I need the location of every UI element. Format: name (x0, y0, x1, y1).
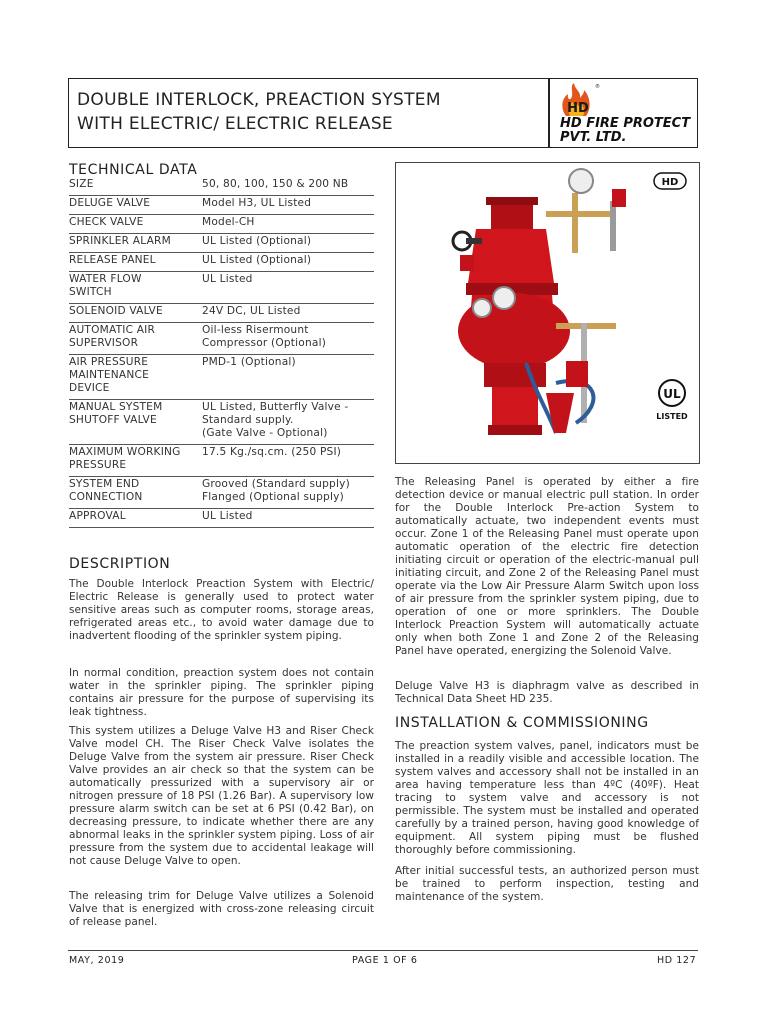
tech-row-value: UL Listed (202, 272, 374, 304)
description-heading: DESCRIPTION (69, 556, 171, 572)
tech-row-value: Oil-less Risermount Compressor (Optional) (202, 323, 374, 355)
tech-row-key: APPROVAL (69, 509, 202, 528)
tech-row-value: Grooved (Standard supply) Flanged (Optional supply) (202, 477, 374, 509)
tech-row (69, 253, 374, 272)
svg-text:UL: UL (663, 387, 681, 401)
description-paragraph-1: The Double Interlock Preaction System with Electric/ Electric Release is generally used to protect water sensitive areas such as computer rooms, storage areas, refrigerated areas etc., to avoid water damage due to inadvertent flooding of the sprinkler system piping. (69, 578, 374, 642)
footer-divider (68, 950, 698, 951)
tech-row (69, 509, 374, 528)
footer-page-number: PAGE 1 OF 6 (352, 955, 418, 966)
header-divider (548, 78, 550, 148)
tech-row (69, 272, 374, 304)
tech-row-key: SIZE (69, 178, 202, 196)
right-paragraph-1: The Releasing Panel is operated by either a fire detection device or manual electric pull station. In order for the Double Interlock Pre-action System to automatically actuate, two independent events must occur. Zone 1 of the Releasing Panel must operate upon automatic operation of the electric fire detection initiating circuit or operation of the electric-manual pull initiating circuit, and Zone 2 of the Releasing Panel must operate via the Low Air Pressure Alarm Switch upon loss of air pressure from the sprinkler system piping, due to operation of one or more sprinklers. The Double Interlock Preaction System will automatically actuate only when both Zone 1 and Zone 2 of the Releasing Panel have operated, energizing the Solenoid Valve. (395, 476, 699, 657)
tech-row-value: UL Listed (Optional) (202, 234, 374, 253)
page-title-line-1: DOUBLE INTERLOCK, PREACTION SYSTEM (77, 90, 441, 110)
svg-text:HD: HD (567, 101, 589, 116)
tech-row-key: MAXIMUM WORKING PRESSURE (69, 445, 202, 477)
tech-row-key: SYSTEM END CONNECTION (69, 477, 202, 509)
tech-row (69, 304, 374, 323)
installation-heading: INSTALLATION & COMMISSIONING (395, 715, 649, 731)
company-name-line-2: PVT. LTD. (560, 130, 627, 145)
page-title-line-2: WITH ELECTRIC/ ELECTRIC RELEASE (77, 114, 393, 134)
tech-row-key: SPRINKLER ALARM (69, 234, 202, 253)
tech-row-value: 24V DC, UL Listed (202, 304, 374, 323)
description-paragraph-4: The releasing trim for Deluge Valve utilizes a Solenoid Valve that is energized with cross-zone releasing circuit of release panel. (69, 890, 374, 928)
tech-row-value: UL Listed (202, 509, 374, 528)
tech-row-key: CHECK VALVE (69, 215, 202, 234)
tech-row (69, 445, 374, 477)
tech-row-key: AUTOMATIC AIR SUPERVISOR (69, 323, 202, 355)
footer-document-code: HD 127 (657, 955, 697, 966)
hd-logo-icon (558, 82, 598, 118)
tech-row (69, 178, 374, 196)
right-paragraph-2: Deluge Valve H3 is diaphragm valve as described in Technical Data Sheet HD 235. (395, 680, 699, 705)
tech-row (69, 323, 374, 355)
svg-text:®: ® (595, 84, 600, 90)
tech-row-value: UL Listed, Butterfly Valve - Standard supply. (Gate Valve - Optional) (202, 400, 374, 445)
tech-row (69, 215, 374, 234)
tech-row-value: 17.5 Kg./sq.cm. (250 PSI) (202, 445, 374, 477)
tech-row-key: RELEASE PANEL (69, 253, 202, 272)
tech-row-key: MANUAL SYSTEM SHUTOFF VALVE (69, 400, 202, 445)
footer-date: MAY, 2019 (69, 955, 125, 966)
tech-row-key: AIR PRESSURE MAINTENANCE DEVICE (69, 355, 202, 400)
tech-data-heading: TECHNICAL DATA (69, 162, 198, 178)
preaction-valve-illustration (396, 163, 699, 463)
tech-row-key: SOLENOID VALVE (69, 304, 202, 323)
svg-text:LISTED: LISTED (656, 412, 688, 421)
description-paragraph-3: This system utilizes a Deluge Valve H3 and Riser Check Valve model CH. The Riser Check Valve isolates the Deluge Valve from the system air pressure. Riser Check Valve provides an air check so that the system can be automatically pressurized with a supervisory air or nitrogen pressure of 18 PSI (1.26 Bar). A supervisory low pressure alarm switch can be set at 6 PSI (0.42 Bar), on decreasing pressure, to indicate whether there are any abnormal leaks in the sprinkler system piping. Loss of air pressure from the system due to accidental leakage will not cause Deluge Valve to open. (69, 725, 374, 867)
svg-text:HD: HD (661, 177, 679, 188)
company-name-line-1: HD FIRE PROTECT (560, 116, 691, 131)
tech-row-value: 50, 80, 100, 150 & 200 NB (202, 178, 374, 196)
tech-row (69, 234, 374, 253)
tech-row-value: PMD-1 (Optional) (202, 355, 374, 400)
tech-row-value: UL Listed (Optional) (202, 253, 374, 272)
tech-row-value: Model-CH (202, 215, 374, 234)
tech-row-key: DELUGE VALVE (69, 196, 202, 215)
tech-data-table (69, 178, 374, 528)
description-paragraph-2: In normal condition, preaction system does not contain water in the sprinkler piping. The sprinkler piping contains air pressure for the purpose of supervising its leak tightness. (69, 667, 374, 718)
tech-row (69, 477, 374, 509)
installation-paragraph-2: After initial successful tests, an authorized person must be trained to perform inspection, testing and maintenance of the system. (395, 865, 699, 903)
tech-row-key: WATER FLOW SWITCH (69, 272, 202, 304)
tech-row-value: Model H3, UL Listed (202, 196, 374, 215)
tech-row (69, 196, 374, 215)
product-image-frame (395, 162, 700, 464)
tech-row (69, 355, 374, 400)
tech-row (69, 400, 374, 445)
installation-paragraph-1: The preaction system valves, panel, indicators must be installed in a readily visible and accessible location. The system valves and accessory shall not be installed in an area having temperature less than 4ºC (40ºF). Heat tracing to system valve and accessory is not permissible. The system must be installed and operated carefully by a trained person, having good knowledge of equipment. All system piping must be flushed thoroughly before commissioning. (395, 740, 699, 856)
